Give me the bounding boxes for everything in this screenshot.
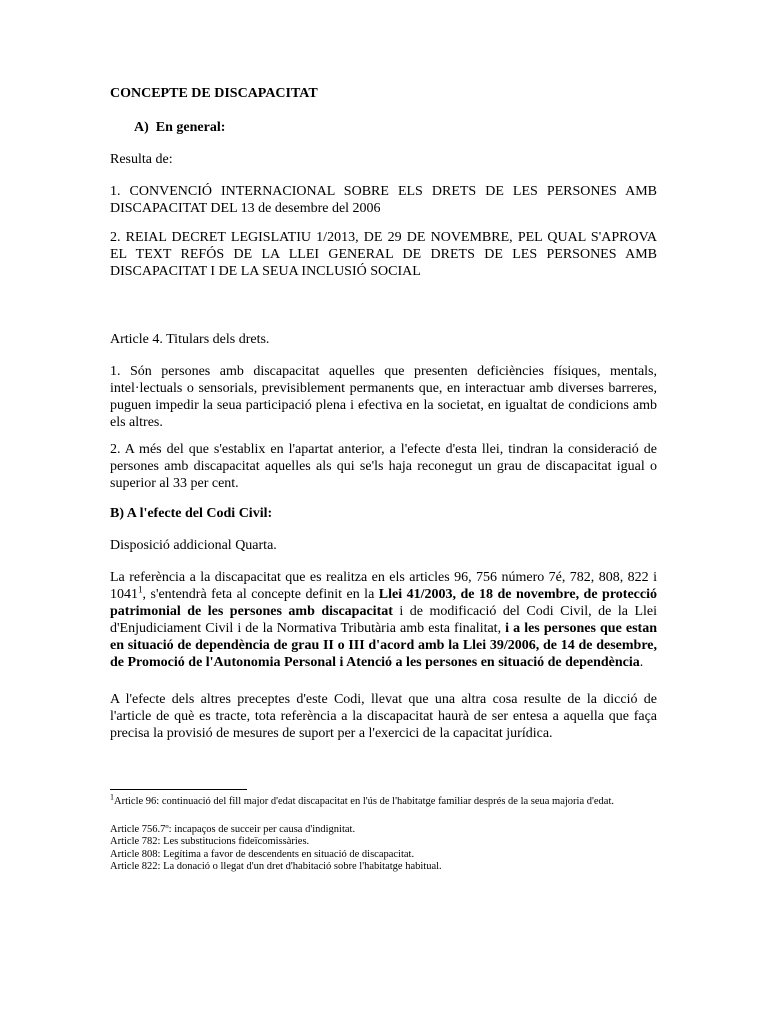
- p1-text-4: .: [639, 655, 644, 670]
- section-b-paragraph-1: [110, 569, 657, 671]
- section-a-title: En general:: [155, 120, 226, 135]
- article-4-heading: Article 4. Titulars dels drets.: [110, 332, 270, 347]
- article-4-paragraph-1: 1. Són persones amb discapacitat aquelles que presenten deficiències físiques, mentals, intel·lectuals o sensorials, previsiblement permanents que, en interactuar amb diverses barreres, puguen impedir la seua participació plena i efectiva en la societat, en igualtat de condicions amb els altres.: [110, 364, 657, 430]
- footnote-line-5: Article 822: La donació o llegat d'un dret d'habitació sobre l'habitatge habitual.: [110, 861, 442, 872]
- p1-text-1: La referència a la discapacitat que es realitza en els articles 96, 756 número 7é, 782, 808, 822 i 1041: [110, 570, 657, 602]
- footnote-1: [110, 792, 657, 809]
- footnote-line-3: Article 782: Les substitucions fideïcomissàries.: [110, 836, 310, 847]
- section-a-heading: [134, 119, 681, 136]
- footnote-line-2: Article 756.7º: incapaços de succeir per causa d'indignitat.: [110, 824, 356, 835]
- item-1: 1. CONVENCIÓ INTERNACIONAL SOBRE ELS DRETS DE LES PERSONES AMB DISCAPACITAT DEL 13 de desembre del 2006: [110, 184, 657, 216]
- footnote-separator: [110, 789, 247, 790]
- item-2: 2. REIAL DECRET LEGISLATIU 1/2013, DE 29 DE NOVEMBRE, PEL QUAL S'APROVA EL TEXT REFÓS DE LA LLEI GENERAL DE DRETS DE LES PERSONES AMB DISCAPACITAT I DE LA SEUA INCLUSIÓ SOCIAL: [110, 230, 657, 279]
- p1-text-2: , s'entendrà feta al concepte definit en la: [142, 587, 379, 602]
- p1-bold-law-41-2003: Llei 41/2003, de 18 de novembre, de protecció patrimonial de les persones amb discapacitat: [110, 587, 657, 619]
- section-a-label: A): [134, 120, 149, 135]
- document-title: CONCEPTE DE DISCAPACITAT: [110, 86, 318, 101]
- p1-bold-dependencia: i a les persones que estan en situació de dependència de grau II o III d'acord amb la Llei 39/2006, de 14 de desembre, de Promoció de l'Autonomia Personal i Atenció a les persones en situació de dependència: [110, 621, 657, 670]
- footnote-reference: 1: [138, 584, 143, 595]
- section-b-paragraph-2: A l'efecte dels altres preceptes d'este Codi, llevat que una altra cosa resulte de la dicció de l'article de què es tracte, tota referència a la discapacitat haurà de ser entesa a aquella que faça precisa la provisió de mesures de suport per a l'exercici de la capacitat jurídica.: [110, 692, 657, 741]
- footnote-marker: 1: [110, 792, 114, 802]
- disposicio-heading: Disposició addicional Quarta.: [110, 538, 277, 553]
- article-4-paragraph-2: 2. A més del que s'establix en l'apartat anterior, a l'efecte d'esta llei, tindran la consideració de persones amb discapacitat aquelles als qui se'ls haja reconegut un grau de discapacitat igual o superior al 33 per cent.: [110, 442, 657, 491]
- p1-text-3: i de modificació del Codi Civil, de la Llei d'Enjudiciament Civil i de la Normativa Tributària amb esta finalitat,: [110, 604, 657, 636]
- section-b-heading: B) A l'efecte del Codi Civil:: [110, 506, 273, 521]
- resulta-text: Resulta de:: [110, 152, 173, 167]
- footnote-line-4: Article 808: Legítima a favor de descendents en situació de discapacitat.: [110, 849, 415, 860]
- footnote-line-1: Article 96: continuació del fill major d'edat discapacitat en l'ús de l'habitatge familiar després de la seua majoria d'edat.: [114, 796, 615, 807]
